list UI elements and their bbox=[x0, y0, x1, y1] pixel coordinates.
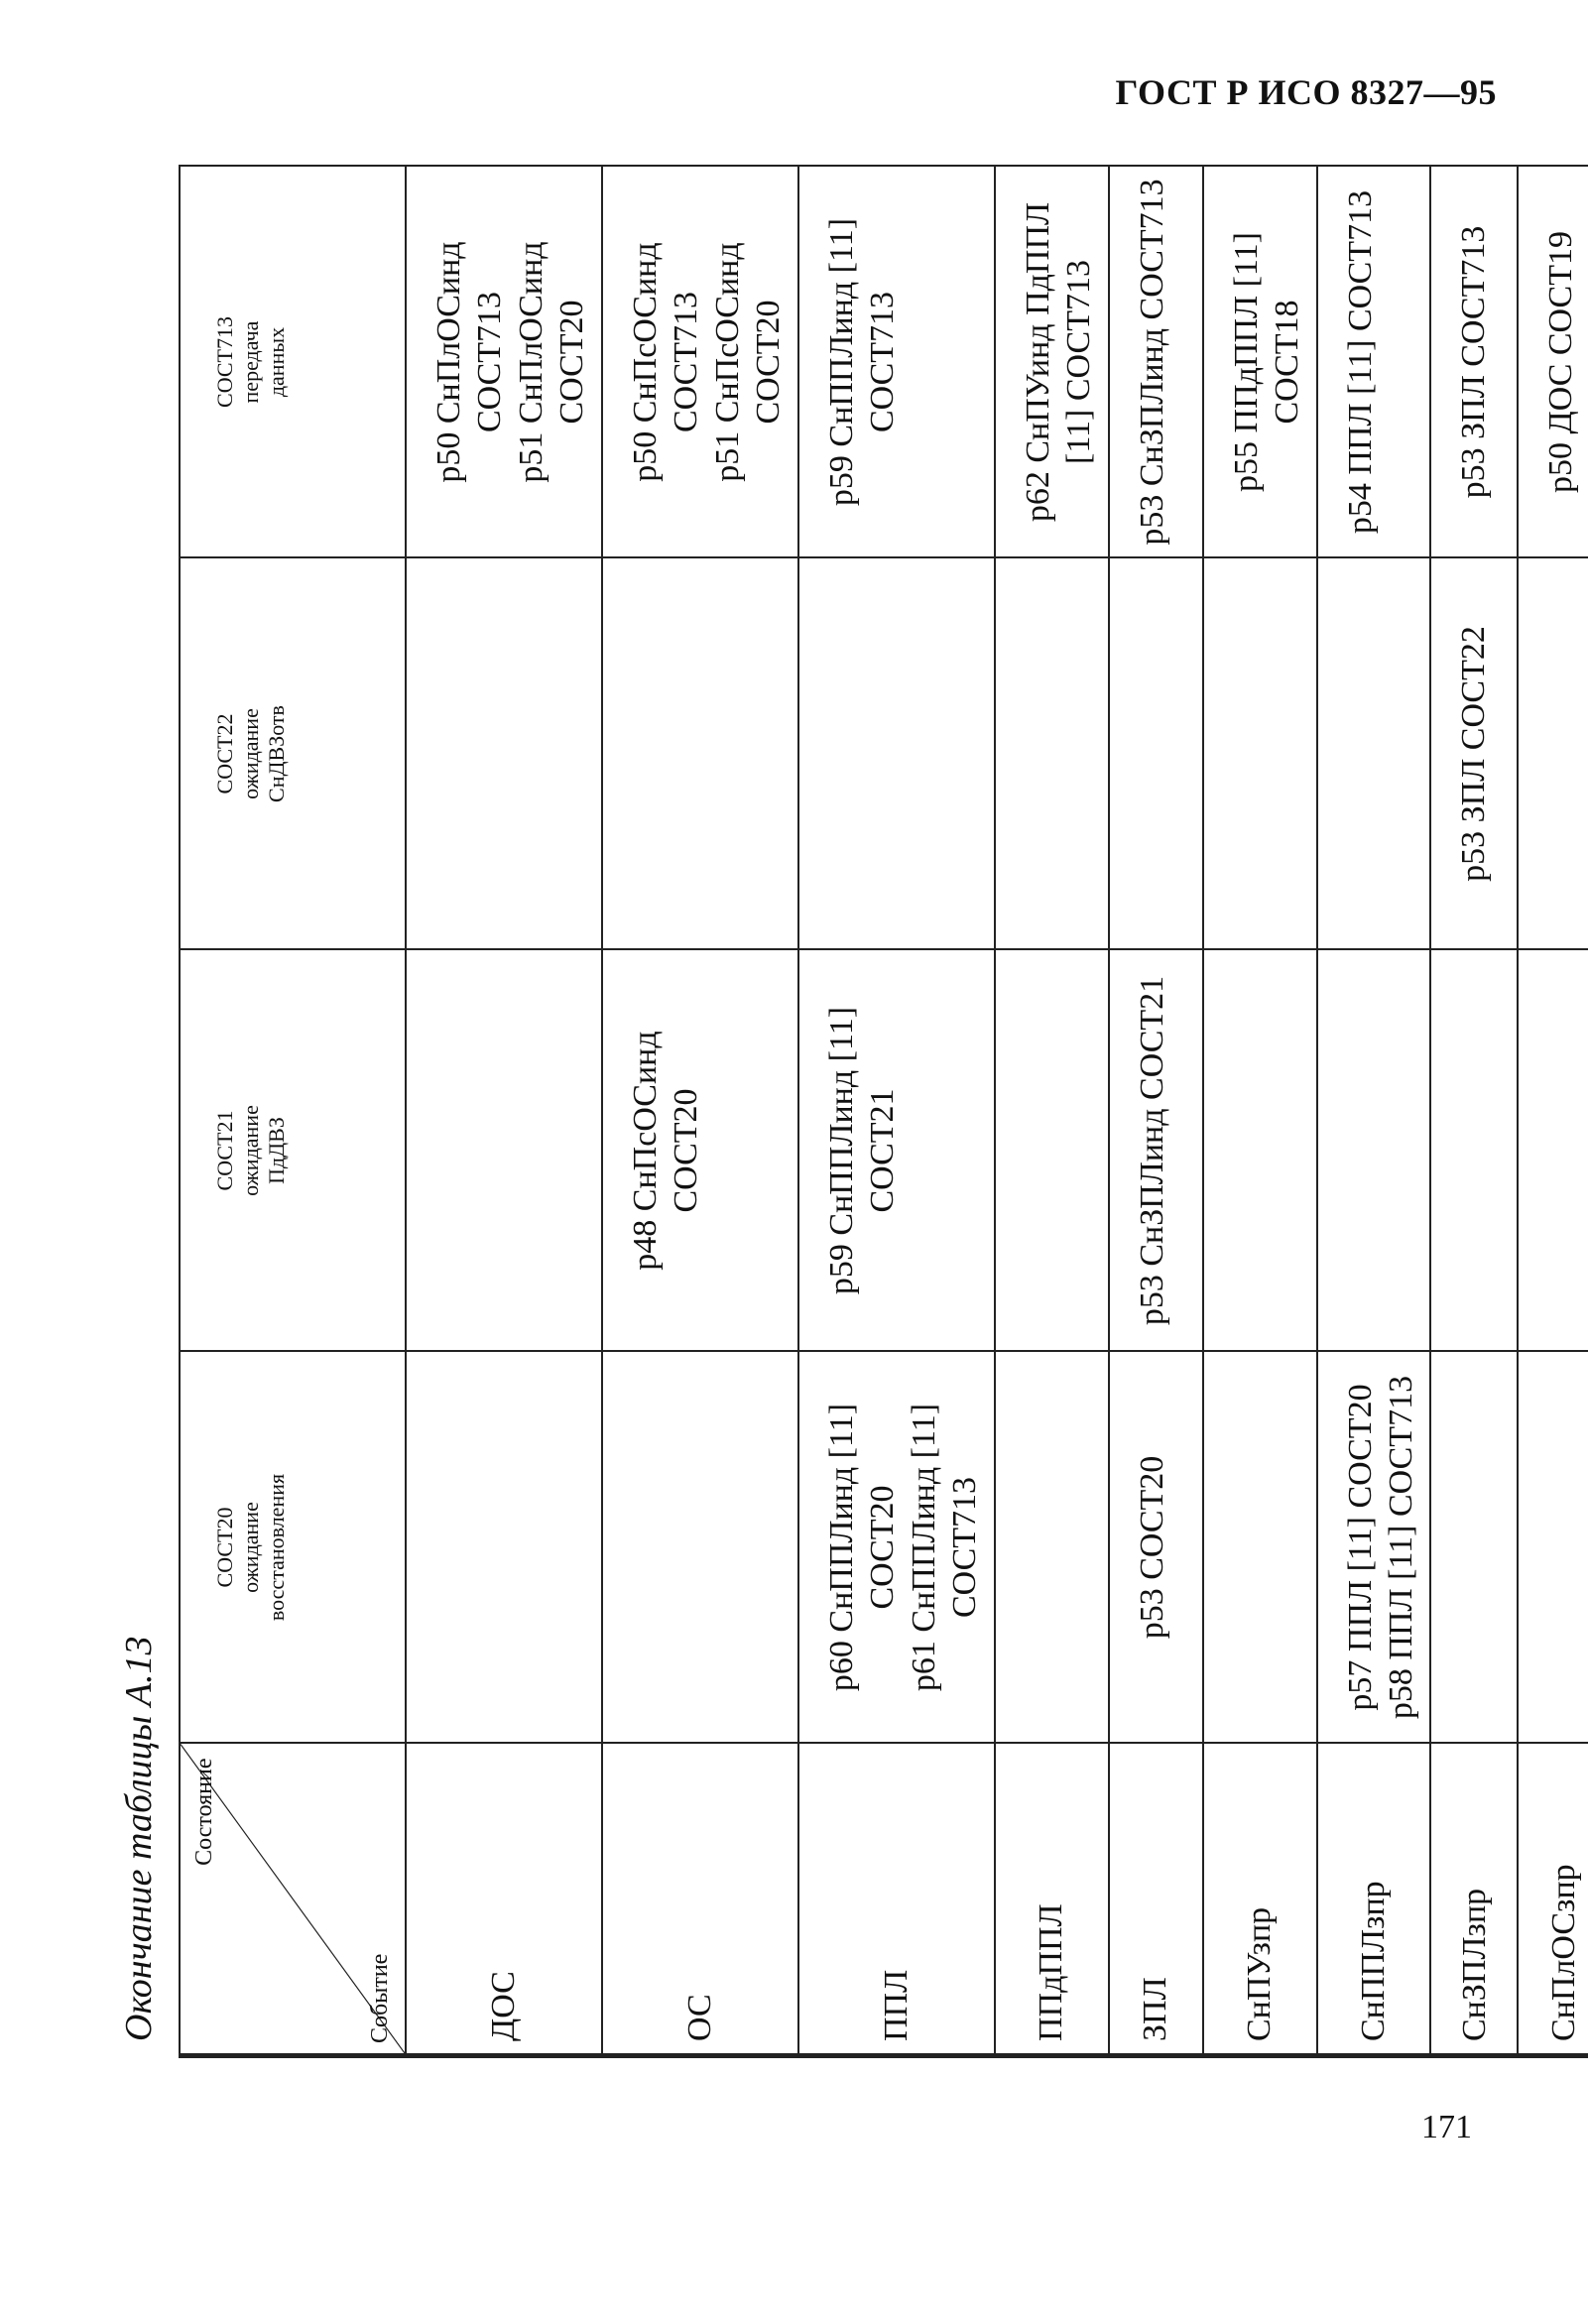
table-cell bbox=[1317, 558, 1431, 950]
table-cell: p55 ППдППЛ [11] СОСТ18 bbox=[1203, 167, 1317, 558]
table-cell: p62 СнПУинд ПдППЛ [11] СОСТ713 bbox=[995, 167, 1109, 558]
table-cell: p53 ЗПЛ СОСТ713 bbox=[1430, 167, 1518, 558]
table-cell: p60 СнППЛинд [11] СОСТ20 p61 СнППЛинд [11] СОСТ713 bbox=[798, 1352, 995, 1744]
corner-cell bbox=[180, 1744, 406, 2056]
table-row bbox=[1109, 167, 1203, 2056]
row-event-label: ДОС bbox=[406, 1744, 602, 2056]
table-cell: p59 СнППЛинд [11] СОСТ713 bbox=[798, 167, 995, 558]
table-cell bbox=[406, 1352, 602, 1744]
table-caption: Окончание таблицы А.13 bbox=[118, 1636, 160, 2041]
table-cell: p53 СОСТ20 bbox=[1109, 1352, 1203, 1744]
table-cell bbox=[1518, 1352, 1588, 1744]
table-cell bbox=[1203, 1352, 1317, 1744]
page-number: 171 bbox=[1421, 2109, 1472, 2145]
table-cell bbox=[602, 558, 798, 950]
table-cell: p57 ППЛ [11] СОСТ20 p58 ППЛ [11] СОСТ713 bbox=[1317, 1352, 1431, 1744]
column-header: СОСТ713 передача данных bbox=[180, 167, 406, 558]
row-event-label: ППдППЛ bbox=[995, 1744, 1109, 2056]
table-cell bbox=[1203, 558, 1317, 950]
table-cell bbox=[406, 950, 602, 1352]
table-cell: p48 СнПсОСинд СОСТ20 bbox=[602, 950, 798, 1352]
table-cell bbox=[995, 558, 1109, 950]
table-cell: p50 ДОС СОСТ19 bbox=[1518, 167, 1588, 558]
row-event-label: ОС bbox=[602, 1744, 798, 2056]
table-row bbox=[602, 167, 798, 2056]
table-cell bbox=[1203, 950, 1317, 1352]
row-event-label: СнПУзпр bbox=[1203, 1744, 1317, 2056]
table-row bbox=[1518, 167, 1588, 2056]
table-row bbox=[798, 167, 995, 2056]
table-row bbox=[1430, 167, 1518, 2056]
column-header: СОСТ22 ожидание СнДВЗотв bbox=[180, 558, 406, 950]
table-cell bbox=[1518, 950, 1588, 1352]
table-cell bbox=[406, 558, 602, 950]
table-cell: p50 СнПлОСинд СОСТ713 p51 СнПлОСинд СОСТ20 bbox=[406, 167, 602, 558]
table-cell: p54 ППЛ [11] СОСТ713 bbox=[1317, 167, 1431, 558]
row-event-label: ППЛ bbox=[798, 1744, 995, 2056]
column-header: СОСТ20 ожидание восстановления bbox=[180, 1352, 406, 1744]
corner-event-label: Событие bbox=[366, 1953, 393, 2043]
corner-state-label: Состояние bbox=[191, 1758, 217, 1866]
table-cell bbox=[1518, 558, 1588, 950]
table-cell: p50 СнПсОСинд СОСТ713 p51 СнПсОСинд СОСТ20 bbox=[602, 167, 798, 558]
table-cell bbox=[602, 1352, 798, 1744]
table-cell: p53 ЗПЛ СОСТ22 bbox=[1430, 558, 1518, 950]
table-cell bbox=[1430, 950, 1518, 1352]
state-transition-table bbox=[179, 166, 1588, 2059]
table-cell: p53 СнЗПЛинд СОСТ21 bbox=[1109, 950, 1203, 1352]
document-code: ГОСТ Р ИСО 8327—95 bbox=[1115, 72, 1497, 112]
table-cell bbox=[1317, 950, 1431, 1352]
table-row bbox=[406, 167, 602, 2056]
row-event-label: ЗПЛ bbox=[1109, 1744, 1203, 2056]
header-row bbox=[180, 167, 406, 2056]
row-event-label: СнЗПЛзпр bbox=[1430, 1744, 1518, 2056]
table-row bbox=[1317, 167, 1431, 2056]
column-header: СОСТ21 ожидание ПдДВЗ bbox=[180, 950, 406, 1352]
table-row bbox=[995, 167, 1109, 2056]
row-event-label: СнППЛзпр bbox=[1317, 1744, 1431, 2056]
table-cell bbox=[1109, 558, 1203, 950]
row-event-label: СнПлОСзпр bbox=[1518, 1744, 1588, 2056]
table-row bbox=[1203, 167, 1317, 2056]
table-cell bbox=[995, 1352, 1109, 1744]
table-cell bbox=[798, 558, 995, 950]
table-cell bbox=[995, 950, 1109, 1352]
table-cell bbox=[1430, 1352, 1518, 1744]
table-cell: p53 СнЗПЛинд СОСТ713 bbox=[1109, 167, 1203, 558]
table-cell: p59 СнППЛинд [11] СОСТ21 bbox=[798, 950, 995, 1352]
